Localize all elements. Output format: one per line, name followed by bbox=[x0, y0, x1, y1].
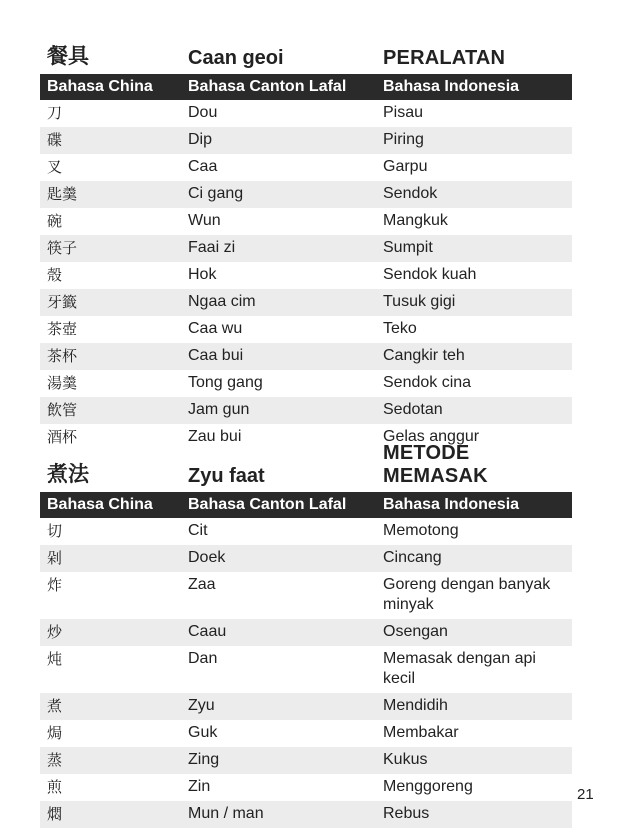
utensils-section bbox=[40, 38, 572, 451]
cell-cantonese: Wun bbox=[188, 212, 221, 229]
cell-cantonese: Mun / man bbox=[188, 805, 264, 822]
cell-cantonese: Dou bbox=[188, 104, 218, 121]
cell-cantonese: Cit bbox=[188, 522, 208, 539]
cell-cantonese: Zin bbox=[188, 778, 211, 795]
cell-chinese: 焗 bbox=[47, 724, 63, 742]
cell-cantonese: Doek bbox=[188, 549, 226, 566]
cell-chinese: 燜 bbox=[47, 805, 63, 823]
cell-cantonese: Zaa bbox=[188, 576, 216, 593]
table-row bbox=[40, 397, 572, 424]
cell-chinese: 炸 bbox=[47, 576, 63, 594]
cell-indonesian: Osengan bbox=[383, 623, 448, 640]
cell-chinese: 蒸 bbox=[47, 751, 63, 769]
table-row bbox=[40, 720, 572, 747]
table-header bbox=[40, 492, 572, 518]
title-chinese: 餐具 bbox=[47, 44, 89, 68]
section-title bbox=[40, 442, 572, 488]
table-row bbox=[40, 208, 572, 235]
cell-chinese: 匙羹 bbox=[47, 185, 78, 203]
cell-chinese: 筷子 bbox=[47, 239, 78, 257]
cell-cantonese: Guk bbox=[188, 724, 218, 741]
cell-indonesian: Memasak dengan api kecil bbox=[383, 650, 536, 687]
title-indonesian: METODE MEMASAK bbox=[383, 442, 488, 487]
cell-indonesian: Menggoreng bbox=[383, 778, 473, 795]
cell-indonesian: Sendok cina bbox=[383, 374, 472, 391]
cell-chinese: 煎 bbox=[47, 778, 63, 796]
cell-chinese: 牙籤 bbox=[47, 293, 78, 311]
header-indonesian: Bahasa Indonesia bbox=[383, 496, 520, 513]
table-row bbox=[40, 235, 572, 262]
cell-indonesian: Cincang bbox=[383, 549, 442, 566]
cell-chinese: 殼 bbox=[47, 266, 63, 284]
cell-cantonese: Caa wu bbox=[188, 320, 243, 337]
table-row bbox=[40, 127, 572, 154]
title-chinese: 煮法 bbox=[47, 462, 89, 486]
cell-indonesian: Goreng dengan banyak minyak bbox=[383, 576, 551, 613]
cell-chinese: 叉 bbox=[47, 158, 63, 176]
table-row bbox=[40, 262, 572, 289]
cell-cantonese: Zyu bbox=[188, 697, 215, 714]
table-row bbox=[40, 518, 572, 545]
cell-cantonese: Dan bbox=[188, 650, 218, 667]
table-row bbox=[40, 154, 572, 181]
cell-cantonese: Tong gang bbox=[188, 374, 263, 391]
table-row bbox=[40, 100, 572, 127]
table-header bbox=[40, 74, 572, 100]
cell-cantonese: Jam gun bbox=[188, 401, 250, 418]
table-row bbox=[40, 343, 572, 370]
cell-cantonese: Caa bui bbox=[188, 347, 244, 364]
table-row bbox=[40, 774, 572, 801]
cell-indonesian: Memotong bbox=[383, 522, 459, 539]
cell-indonesian: Tusuk gigi bbox=[383, 293, 456, 310]
cell-chinese: 碟 bbox=[47, 131, 63, 149]
cell-chinese: 煮 bbox=[47, 697, 63, 715]
header-cantonese: Bahasa Canton Lafal bbox=[188, 496, 347, 513]
cell-cantonese: Ngaa cim bbox=[188, 293, 256, 310]
table-row bbox=[40, 316, 572, 343]
cell-indonesian: Cangkir teh bbox=[383, 347, 465, 364]
cell-chinese: 飲管 bbox=[47, 401, 78, 419]
cell-chinese: 碗 bbox=[47, 212, 63, 230]
header-chinese: Bahasa China bbox=[47, 496, 153, 513]
cell-chinese: 切 bbox=[47, 522, 63, 540]
cell-cantonese: Faai zi bbox=[188, 239, 236, 256]
table-row bbox=[40, 801, 572, 828]
cell-indonesian: Garpu bbox=[383, 158, 428, 175]
title-indonesian: PERALATAN bbox=[383, 47, 506, 69]
cell-cantonese: Ci gang bbox=[188, 185, 244, 202]
header-indonesian: Bahasa Indonesia bbox=[383, 78, 520, 95]
cell-indonesian: Sendok bbox=[383, 185, 438, 202]
cell-cantonese: Dip bbox=[188, 131, 213, 148]
cell-chinese: 茶壺 bbox=[47, 320, 78, 338]
cell-indonesian: Sendok kuah bbox=[383, 266, 477, 283]
table-row bbox=[40, 545, 572, 572]
cooking-table-body bbox=[40, 518, 572, 828]
table-row bbox=[40, 693, 572, 720]
cell-chinese: 剁 bbox=[47, 549, 63, 567]
cell-chinese: 湯羹 bbox=[47, 374, 78, 392]
cell-indonesian: Mendidih bbox=[383, 697, 448, 714]
cell-cantonese: Caau bbox=[188, 623, 227, 640]
cell-indonesian: Sedotan bbox=[383, 401, 443, 418]
cell-cantonese: Zau bui bbox=[188, 428, 242, 445]
utensils-table-body bbox=[40, 100, 572, 451]
title-cantonese: Zyu faat bbox=[188, 465, 265, 487]
cell-chinese: 炖 bbox=[47, 650, 63, 668]
table-row bbox=[40, 747, 572, 774]
cell-chinese: 刀 bbox=[47, 104, 63, 122]
title-cantonese: Caan geoi bbox=[188, 47, 284, 69]
table-row bbox=[40, 572, 572, 619]
table-row bbox=[40, 619, 572, 646]
cooking-methods-section bbox=[40, 442, 572, 828]
header-chinese: Bahasa China bbox=[47, 78, 153, 95]
table-row bbox=[40, 646, 572, 693]
cell-chinese: 酒杯 bbox=[47, 428, 78, 446]
cell-indonesian: Sumpit bbox=[383, 239, 433, 256]
cell-chinese: 炒 bbox=[47, 623, 63, 641]
section-title bbox=[40, 38, 572, 70]
page-number: 21 bbox=[577, 786, 594, 803]
cell-indonesian: Rebus bbox=[383, 805, 430, 822]
header-cantonese: Bahasa Canton Lafal bbox=[188, 78, 347, 95]
table-row bbox=[40, 181, 572, 208]
cell-indonesian: Piring bbox=[383, 131, 424, 148]
table-row bbox=[40, 370, 572, 397]
cell-indonesian: Teko bbox=[383, 320, 417, 337]
cell-cantonese: Zing bbox=[188, 751, 220, 768]
cell-indonesian: Pisau bbox=[383, 104, 424, 121]
cell-indonesian: Gelas anggur bbox=[383, 428, 480, 445]
cell-cantonese: Caa bbox=[188, 158, 218, 175]
cell-cantonese: Hok bbox=[188, 266, 217, 283]
cell-indonesian: Membakar bbox=[383, 724, 459, 741]
table-row bbox=[40, 289, 572, 316]
cell-indonesian: Kukus bbox=[383, 751, 428, 768]
cell-chinese: 茶杯 bbox=[47, 347, 78, 365]
cell-indonesian: Mangkuk bbox=[383, 212, 448, 229]
